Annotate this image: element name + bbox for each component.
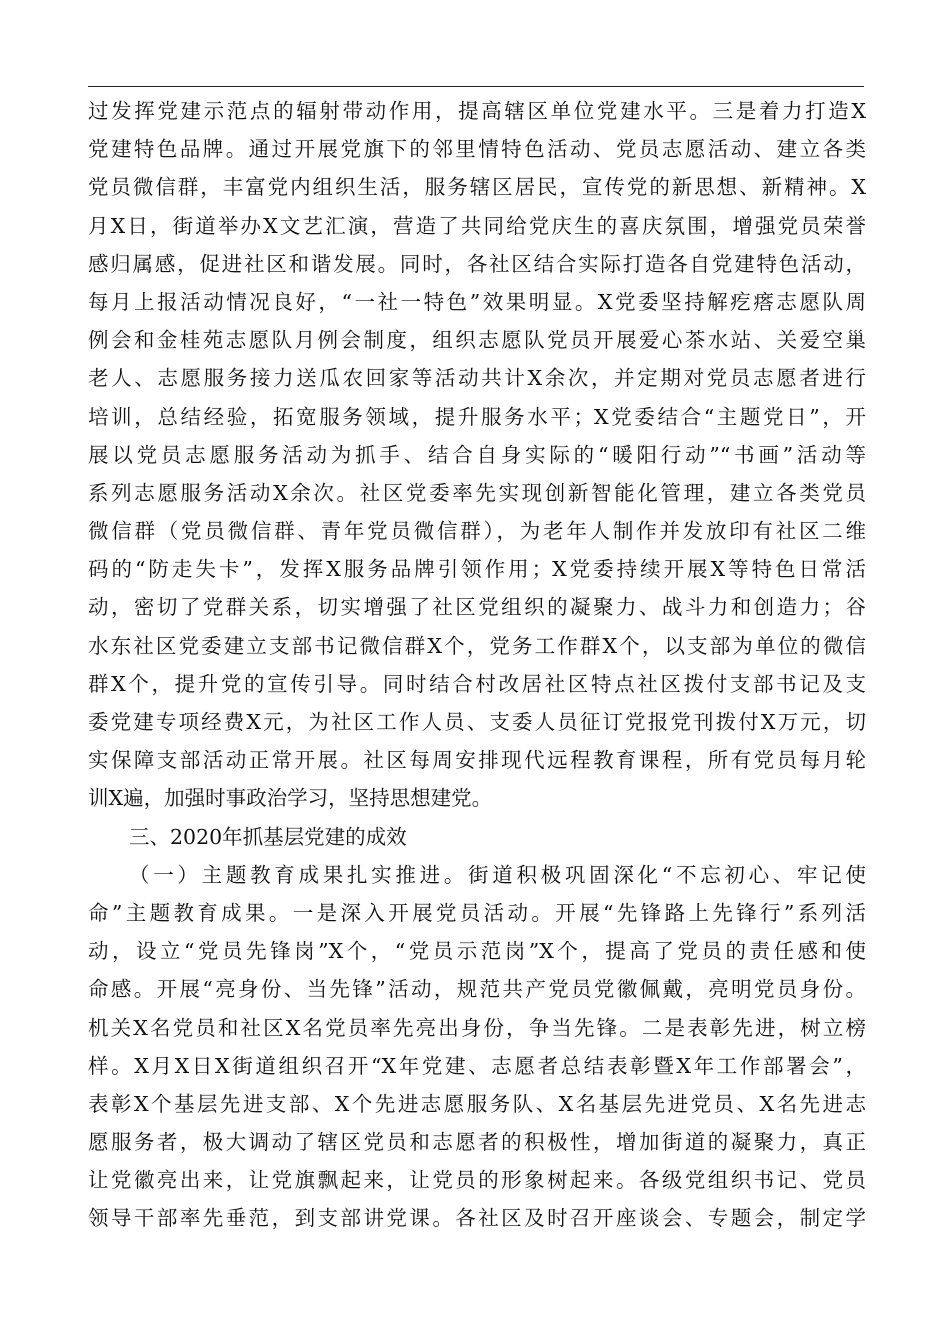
text-line: 码的“防走失卡”，发挥X服务品牌引领作用；X党委持续开展X等特色日常活	[88, 557, 866, 582]
text-line: 月X日，街道举办X文艺汇演，营造了共同给党庆生的喜庆氛围，增强党员荣誉	[88, 213, 866, 238]
text-line: 机关X名党员和社区X名党员率先亮出身份，争当先锋。二是表彰先进，树立榜	[88, 1015, 866, 1040]
text-line: 表彰X个基层先进支部、X个先进志愿服务队、X名基层先进党员、X名先进志	[88, 1091, 866, 1116]
text-line: 委党建专项经费X元，为社区工作人员、支委人员征订党报党刊拨付X万元，切	[88, 710, 866, 734]
text-line: 微信群（党员微信群、青年党员微信群），为老年人制作并发放印有社区二维	[88, 519, 866, 544]
text-line: 培训，总结经验，拓宽服务领域，提升服务水平；X党委结合“主题党日”，开	[88, 404, 866, 429]
subsection-first-line: （一）主题教育成果扎实推进。街道积极巩固深化“不忘初心、牢记使	[129, 862, 866, 887]
text-line: 党建特色品牌。通过开展党旗下的邻里情特色活动、党员志愿活动、建立各类	[88, 137, 866, 162]
text-line: 感归属感，促进社区和谐发展。同时，各社区结合实际打造各自党建特色活动，	[88, 251, 866, 276]
paragraph-last-line: 训X遍，加强时事政治学习，坚持思想建党。	[88, 786, 493, 811]
text-line: 领导干部率先垂范，到支部讲党课。各社区及时召开座谈会、专题会，制定学	[88, 1206, 866, 1231]
text-line: 老人、志愿服务接力送瓜农回家等活动共计X余次，并定期对党员志愿者进行	[88, 366, 866, 391]
text-line: 展以党员志愿服务活动为抓手、结合自身实际的“暖阳行动”“书画”活动等	[88, 442, 866, 467]
text-line: 例会和金桂苑志愿队月例会制度，组织志愿队党员开展爱心茶水站、关爱空巢	[88, 328, 866, 353]
text-line: 动，设立“党员先锋岗”X个，“党员示范岗”X个，提高了党员的责任感和使	[88, 939, 866, 964]
text-line: 命”主题教育成果。一是深入开展党员活动。开展“先锋路上先锋行”系列活	[88, 900, 866, 925]
text-line: 愿服务者，极大调动了辖区党员和志愿者的积极性，增加街道的凝聚力，真正	[88, 1130, 866, 1155]
section-heading: 三、2020年抓基层党建的成效	[129, 824, 407, 849]
text-line: 动，密切了党群关系，切实增强了社区党组织的凝聚力、战斗力和创造力；谷	[88, 595, 866, 620]
text-line: 让党徽亮出来，让党旗飘起来，让党员的形象树起来。各级党组织书记、党员	[88, 1168, 866, 1193]
text-line: 系列志愿服务活动X余次。社区党委率先实现创新智能化管理，建立各类党员	[88, 480, 866, 505]
header-rule	[88, 86, 864, 87]
text-line: 水东社区党委建立支部书记微信群X个，党务工作群X个，以支部为单位的微信	[88, 633, 866, 658]
text-line: 群X个，提升党的宣传引导。同时结合村改居社区特点社区拨付支部书记及支	[88, 671, 866, 696]
document-body	[88, 92, 866, 1238]
text-line: 实保障支部活动正常开展。社区每周安排现代远程教育课程，所有党员每月轮	[88, 748, 866, 773]
text-line: 样。X月X日X街道组织召开“X年党建、志愿者总结表彰暨X年工作部署会”，	[88, 1053, 866, 1078]
text-line: 每月上报活动情况良好，“一社一特色”效果明显。X党委坚持解疙瘩志愿队周	[88, 289, 866, 314]
text-line: 过发挥党建示范点的辐射带动作用，提高辖区单位党建水平。三是着力打造X	[88, 99, 866, 123]
text-line: 党员微信群，丰富党内组织生活，服务辖区居民，宣传党的新思想、新精神。X	[88, 175, 866, 200]
text-line: 命感。开展“亮身份、当先锋”活动，规范共产党员党徽佩戴，亮明党员身份。	[88, 977, 866, 1002]
